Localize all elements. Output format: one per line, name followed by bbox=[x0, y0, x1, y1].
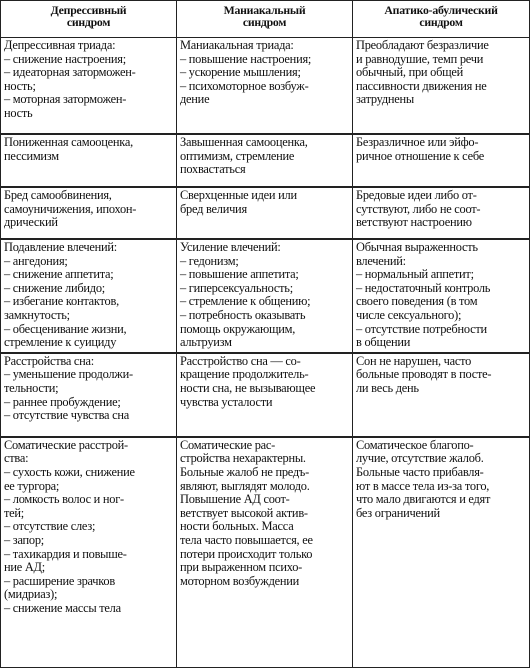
cell-text-line: – снижение настроения; bbox=[4, 51, 126, 66]
cell-text-line: – отсутствие потребности bbox=[356, 321, 487, 336]
cell-text-line: Подавление влечений: bbox=[4, 240, 117, 254]
header-line: синдром bbox=[419, 15, 463, 30]
table-row bbox=[1, 187, 530, 239]
depressive-cell bbox=[1, 239, 177, 353]
column-header-apathetic-abulic bbox=[353, 1, 530, 38]
cell-text-line: – гиперсексуальность; bbox=[180, 280, 293, 295]
table-row bbox=[1, 38, 530, 135]
header-line: Депрессивный bbox=[50, 3, 127, 17]
table-row bbox=[1, 437, 530, 668]
cell-text-line: сутствуют, либо не соот- bbox=[356, 201, 481, 216]
cell-text-line: тей; bbox=[4, 505, 24, 520]
cell-text-line: ли весь день bbox=[356, 380, 419, 395]
cell-text-line: ности сна, не вызывающее bbox=[180, 380, 316, 395]
apathetic-abulic-cell bbox=[353, 187, 530, 239]
cell-text-line: без ограничений bbox=[356, 505, 440, 520]
cell-text-line: пассивности движения не bbox=[356, 78, 487, 93]
table-header-row bbox=[1, 1, 530, 38]
cell-text-line: похвастаться bbox=[180, 162, 246, 177]
column-header-manic bbox=[177, 1, 353, 38]
cell-text-line: Преобладают безразличие bbox=[356, 38, 489, 52]
cell-text-line: тела часто повышается, ее bbox=[180, 532, 313, 547]
depressive-cell bbox=[1, 353, 177, 437]
cell-text-line: помощь окружающим, bbox=[180, 321, 296, 336]
cell-text-line: ют в массе тела из-за того, bbox=[356, 478, 490, 493]
cell-text-line: – недостаточный контроль bbox=[356, 280, 491, 295]
cell-text-line: – отсутствие слез; bbox=[4, 519, 96, 534]
cell-text-line: – идеаторная заторможен- bbox=[4, 65, 136, 80]
cell-text-line: замкнутость; bbox=[4, 307, 70, 322]
cell-text-line: обычный, при общей bbox=[356, 65, 464, 80]
cell-text-line: Расстройства сна: bbox=[4, 353, 94, 368]
cell-text-line: больные проводят в посте- bbox=[356, 367, 492, 382]
cell-text-line: самоуничижения, ипохон- bbox=[4, 201, 137, 216]
cell-text-line: ее тургора; bbox=[4, 478, 60, 493]
cell-text-line: Депрессивная триада: bbox=[4, 38, 116, 52]
cell-text-line: в общении bbox=[356, 335, 411, 350]
cell-text-line: – нормальный аппетит; bbox=[356, 267, 474, 282]
cell-text-line: стройства нехарактерны. bbox=[180, 451, 306, 466]
header-line: синдром bbox=[242, 15, 287, 30]
cell-text-line: Бред самообвинения, bbox=[4, 188, 112, 202]
table-row bbox=[1, 353, 530, 437]
cell-text-line: Обычная выраженность bbox=[356, 240, 478, 254]
cell-text-line: Бредовые идеи либо от- bbox=[356, 188, 477, 202]
cell-text-line: – снижение аппетита; bbox=[4, 267, 114, 282]
cell-text-line: – раннее пробуждение; bbox=[4, 394, 121, 409]
cell-text-line: – ускорение мышления; bbox=[180, 65, 301, 80]
cell-text-line: чувства усталости bbox=[180, 394, 273, 409]
cell-text-line: Соматическое благопо- bbox=[356, 437, 474, 452]
cell-text-line: – тахикардия и повыше- bbox=[4, 546, 127, 561]
cell-text-line: моторном возбуждении bbox=[180, 573, 300, 588]
cell-text-line: при выраженном психо- bbox=[180, 560, 303, 575]
manic-cell bbox=[177, 187, 353, 239]
column-header-depressive bbox=[1, 1, 177, 38]
cell-text-line: – обесценивание жизни, bbox=[4, 321, 127, 336]
cell-text-line: стремление к суициду bbox=[4, 335, 117, 350]
cell-text-line: Соматические расстрой- bbox=[4, 437, 128, 452]
cell-text-line: ность; bbox=[4, 78, 36, 93]
cell-text-line: оптимизм, стремление bbox=[180, 148, 295, 163]
cell-text-line: кращение продолжитель- bbox=[180, 367, 309, 382]
cell-text-line: Безразличное или эйфо- bbox=[356, 135, 479, 149]
depressive-cell bbox=[1, 134, 177, 187]
cell-text-line: – сухость кожи, снижение bbox=[4, 464, 135, 479]
header-line: синдром bbox=[66, 15, 111, 30]
cell-text-line: – снижение массы тела bbox=[4, 600, 121, 615]
cell-text-line: альтруизм bbox=[180, 335, 232, 350]
cell-text-line: что мало двигаются и едят bbox=[356, 492, 491, 507]
cell-text-line: ности больных. Масса bbox=[180, 519, 294, 534]
cell-text-line: потери происходит только bbox=[180, 546, 313, 561]
cell-text-line: бред величия bbox=[180, 201, 247, 216]
depressive-cell bbox=[1, 187, 177, 239]
cell-text-line: (мидриаз); bbox=[4, 587, 58, 602]
cell-text-line: – отсутствие чувства сна bbox=[4, 408, 130, 423]
depressive-cell bbox=[1, 38, 177, 135]
cell-text-line: – стремление к общению; bbox=[180, 294, 311, 309]
cell-text-line: дение bbox=[180, 92, 210, 107]
table-body bbox=[1, 38, 530, 668]
cell-text-line: – повышение настроения; bbox=[180, 51, 312, 66]
apathetic-abulic-cell bbox=[353, 353, 530, 437]
cell-text-line: – снижение либидо; bbox=[4, 280, 106, 295]
cell-text-line: Маниакальная триада: bbox=[180, 38, 294, 52]
cell-text-line: Завышенная самооценка, bbox=[180, 135, 308, 149]
cell-text-line: – ангедония; bbox=[4, 253, 68, 268]
cell-text-line: Повышение АД соот- bbox=[180, 492, 290, 507]
cell-text-line: – повышение аппетита; bbox=[180, 267, 299, 282]
cell-text-line: – моторная заторможен- bbox=[4, 92, 127, 107]
manic-cell bbox=[177, 38, 353, 135]
cell-text-line: пессимизм bbox=[4, 148, 59, 163]
cell-text-line: ние АД; bbox=[4, 560, 45, 575]
cell-text-line: влечений: bbox=[356, 253, 406, 268]
cell-text-line: лучие, отсутствие жалоб. bbox=[356, 451, 484, 466]
header-line: Апатико-абулический bbox=[384, 3, 498, 17]
cell-text-line: Соматические рас- bbox=[180, 437, 276, 452]
manic-cell bbox=[177, 437, 353, 668]
apathetic-abulic-cell bbox=[353, 134, 530, 187]
apathetic-abulic-cell bbox=[353, 437, 530, 668]
cell-text-line: Больные жалоб не предъ- bbox=[180, 464, 309, 479]
cell-text-line: – запор; bbox=[4, 532, 44, 547]
cell-text-line: – ломкость волос и ног- bbox=[4, 492, 124, 507]
cell-text-line: Усиление влечений: bbox=[180, 240, 281, 254]
cell-text-line: Сон не нарушен, часто bbox=[356, 353, 472, 368]
apathetic-abulic-cell bbox=[353, 239, 530, 353]
apathetic-abulic-cell bbox=[353, 38, 530, 135]
cell-text-line: затруднены bbox=[356, 92, 414, 107]
cell-text-line: ства: bbox=[4, 451, 29, 466]
manic-cell bbox=[177, 134, 353, 187]
cell-text-line: дрический bbox=[4, 215, 58, 230]
cell-text-line: – уменьшение продолжи- bbox=[4, 367, 133, 382]
cell-text-line: являют, выглядят молодо. bbox=[180, 478, 310, 493]
cell-text-line: ветствует высокой актив- bbox=[180, 505, 308, 520]
cell-text-line: и равнодушие, темп речи bbox=[356, 51, 484, 66]
depressive-cell bbox=[1, 437, 177, 668]
cell-text-line: – расширение зрачков bbox=[4, 573, 115, 588]
cell-text-line: Пониженная самооценка, bbox=[4, 135, 133, 149]
cell-text-line: – избегание контактов, bbox=[4, 294, 119, 309]
manic-cell bbox=[177, 353, 353, 437]
cell-text-line: ветствуют настроению bbox=[356, 215, 472, 230]
header-line: Маниакальный bbox=[223, 3, 306, 17]
cell-text-line: Расстройство сна — со- bbox=[180, 353, 301, 368]
cell-text-line: ричное отношение к себе bbox=[356, 148, 484, 163]
table-row bbox=[1, 239, 530, 353]
cell-text-line: своего поведения (в том bbox=[356, 294, 478, 309]
manic-cell bbox=[177, 239, 353, 353]
cell-text-line: ность bbox=[4, 105, 33, 120]
cell-text-line: – психомоторное возбуж- bbox=[180, 78, 309, 93]
cell-text-line: Сверхценные идеи или bbox=[180, 188, 297, 202]
cell-text-line: тельности; bbox=[4, 380, 59, 395]
cell-text-line: числе сексуального); bbox=[356, 307, 462, 322]
table-row bbox=[1, 134, 530, 187]
cell-text-line: Больные часто прибавля- bbox=[356, 464, 484, 479]
cell-text-line: – гедонизм; bbox=[180, 253, 239, 268]
cell-text-line: – потребность оказывать bbox=[180, 307, 306, 322]
